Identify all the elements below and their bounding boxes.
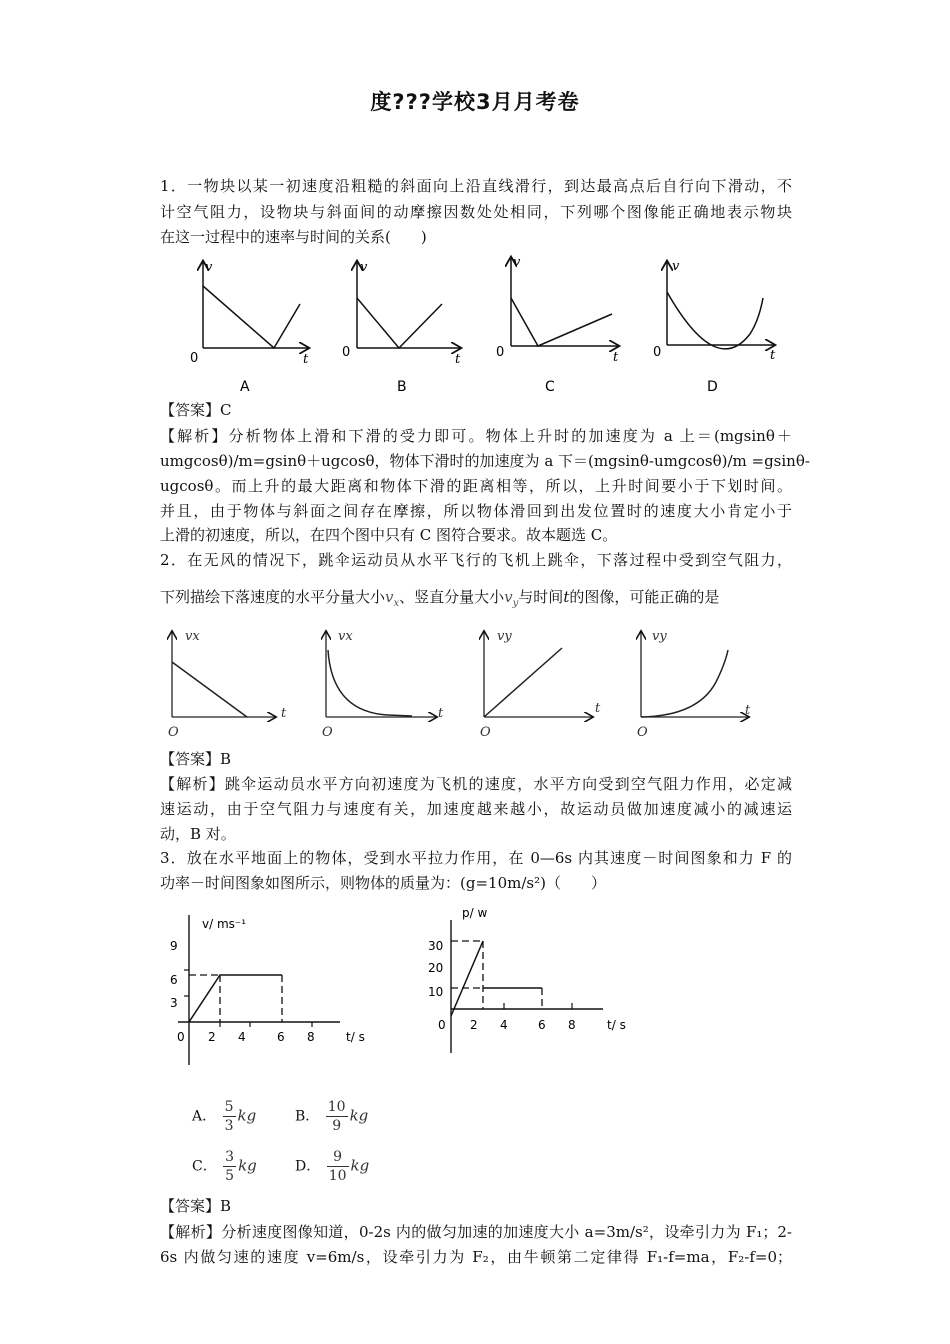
q3-vt-ylabel: v/ ms⁻¹: [202, 917, 247, 931]
q1-analysis-4: 并且，由于物体与斜面之间存在摩擦，所以物体滑回到出发位置时的速度大小肯定小于: [160, 502, 792, 520]
q3-vt-xtick-0: 0: [177, 1030, 185, 1044]
q2-c-t: t: [595, 701, 601, 716]
q3-answer: 【答案】B: [160, 1197, 232, 1215]
q3-pt-xtick-4: 4: [500, 1018, 508, 1032]
q2-d-ylabel: vy: [652, 629, 667, 644]
q1-b-curve: [357, 298, 442, 348]
q1-label-d: D: [707, 379, 718, 395]
q1-graphs: [150, 250, 800, 400]
q1-label-a: A: [240, 379, 250, 395]
q2-b-origin: O: [322, 725, 333, 740]
q1-d-origin: 0: [653, 345, 662, 360]
q1-answer: 【答案】C: [160, 401, 232, 419]
q2-graph-c: [480, 629, 601, 740]
q2-a-curve: [172, 662, 247, 717]
q1-b-v: v: [360, 260, 368, 275]
q1-b-origin: 0: [342, 345, 351, 360]
q3-option-a[interactable]: A． $\frac{5}{3}$ kg: [192, 1099, 257, 1134]
q2-graph-b: [322, 629, 444, 740]
q3-pt-graph: [420, 900, 650, 1060]
q3-vt-xlabel: t/ s: [346, 1030, 365, 1044]
q2-stem-line-2: 下列描绘下落速度的水平分量大小$v_x$、竖直分量大小$v_y$与时间t的图像，可能正确的是: [160, 588, 720, 609]
q3-option-d[interactable]: D． $\frac{9}{10}$ kg: [295, 1149, 370, 1184]
q3-pt-xtick-8: 8: [568, 1018, 576, 1032]
q1-c-origin: 0: [496, 345, 505, 360]
q1-d-v: v: [672, 259, 680, 274]
q1-a-curve: [203, 286, 300, 348]
q3-pt-xlabel: t/ s: [607, 1018, 626, 1032]
q1-analysis-2: umgcosθ)/m=gsinθ＋ugcosθ，物体下滑时的加速度为 a 下＝(mgsinθ-umgcosθ)/m =gsinθ-: [160, 452, 810, 470]
q2-b-curve: [328, 650, 412, 716]
q3-vt-graph: [160, 905, 390, 1070]
q3-option-b[interactable]: B． $\frac{10}{9}$ kg: [295, 1099, 369, 1134]
q2-a-t: t: [281, 706, 287, 721]
q3-vt-xtick-4: 4: [238, 1030, 246, 1044]
q1-stem-line-2: 计空气阻力，设物块与斜面间的动摩擦因数处处相同，下列哪个图像能正确地表示物块: [160, 203, 792, 221]
q2-a-ylabel: vx: [185, 629, 200, 644]
q2-graph-a: [168, 629, 287, 740]
q2-c-curve: [484, 648, 562, 717]
q2-graphs: [150, 620, 800, 745]
q3-pt-ylabel: p/ w: [462, 906, 488, 920]
q1-a-t: t: [303, 352, 309, 367]
q2-c-origin: O: [480, 725, 491, 740]
q1-graph-b: [342, 260, 461, 367]
q1-stem-line-1: 1．一物块以某一初速度沿粗糙的斜面向上沿直线滑行，到达最高点后自行向下滑动，不: [160, 177, 792, 195]
q1-b-t: t: [455, 352, 461, 367]
q2-analysis-3: 动，B 对。: [160, 825, 236, 843]
q3-vt-xtick-8: 8: [307, 1030, 315, 1044]
q1-a-v: v: [205, 260, 213, 275]
q3-vt-ytick-6: 6: [170, 973, 178, 987]
q1-label-b: B: [397, 379, 407, 395]
q2-c-ylabel: vy: [497, 629, 512, 644]
q3-pt-ytick-20: 20: [428, 961, 444, 975]
page-title: 度???学校3月月考卷: [370, 90, 580, 114]
q3-analysis-1: 【解析】分析速度图像知道，0-2s 内的做匀加速的加速度大小 a=3m/s²，设牵引力为 F₁；2-: [160, 1223, 792, 1241]
q3-pt-ytick-30: 30: [428, 939, 444, 953]
q2-analysis-1: 【解析】跳伞运动员水平方向初速度为飞机的速度，水平方向受到空气阻力作用，必定减: [160, 775, 792, 793]
q1-c-v: v: [513, 255, 521, 270]
q2-a-origin: O: [168, 725, 179, 740]
q1-analysis-1: 【解析】分析物体上滑和下滑的受力即可。物体上升时的加速度为 a 上＝(mgsinθ＋: [160, 427, 792, 445]
q3-option-c[interactable]: C． $\frac{3}{5}$ kg: [192, 1149, 257, 1184]
q2-analysis-2: 速运动，由于空气阻力与速度有关，加速度越来越小，故运动员做加速度减小的减速运: [160, 800, 792, 818]
q1-analysis-3: ugcosθ。而上升的最大距离和物体下滑的距离相等，所以，上升时间要小于下划时间。: [160, 477, 792, 495]
q1-a-origin: 0: [190, 351, 199, 366]
q2-d-t: t: [745, 703, 751, 718]
q2-b-ylabel: vx: [338, 629, 353, 644]
q3-stem-line-1: 3．放在水平地面上的物体，受到水平拉力作用，在 0—6s 内其速度－时间图象和力 F 的: [160, 849, 792, 867]
q3-vt-ytick-9: 9: [170, 939, 178, 953]
q1-label-c: C: [545, 379, 555, 395]
q1-graph-a: [190, 260, 309, 367]
q2-b-t: t: [438, 706, 444, 721]
q3-pt-rise: [451, 941, 483, 1016]
q1-c-t: t: [613, 350, 619, 365]
q3-pt-xtick-2: 2: [470, 1018, 478, 1032]
q3-pt-xtick-6: 6: [538, 1018, 546, 1032]
q1-stem-line-3: 在这一过程中的速率与时间的关系( ): [160, 228, 427, 246]
q2-graph-d: [637, 629, 751, 740]
q1-d-curve: [667, 292, 763, 349]
q3-vt-ytick-3: 3: [170, 996, 178, 1010]
q1-c-curve: [511, 298, 612, 346]
q3-vt-xtick-2: 2: [208, 1030, 216, 1044]
q1-analysis-5: 上滑的初速度，所以，在四个图中只有 C 图符合要求。故本题选 C。: [160, 526, 618, 544]
q2-answer: 【答案】B: [160, 750, 232, 768]
q3-analysis-2: 6s 内做匀速的速度 v=6m/s，设牵引力为 F₂，由牛顿第二定律得 F₁-f=ma，F₂-f=0；: [160, 1248, 792, 1266]
q1-d-t: t: [770, 348, 776, 363]
q2-d-origin: O: [637, 725, 648, 740]
q3-pt-ytick-10: 10: [428, 985, 444, 999]
q3-stem-line-2: 功率－时间图象如图所示，则物体的质量为：(g=10m/s²)（ ）: [160, 874, 606, 892]
q3-vt-xtick-6: 6: [277, 1030, 285, 1044]
q3-vt-line: [189, 975, 282, 1022]
q2-d-curve: [641, 650, 728, 717]
q2-stem-line-1: 2．在无风的情况下，跳伞运动员从水平飞行的飞机上跳伞，下落过程中受到空气阻力，: [160, 551, 792, 569]
q1-graph-c: [496, 255, 619, 365]
q3-pt-xtick-0: 0: [438, 1018, 446, 1032]
q1-graph-d: [653, 259, 776, 363]
